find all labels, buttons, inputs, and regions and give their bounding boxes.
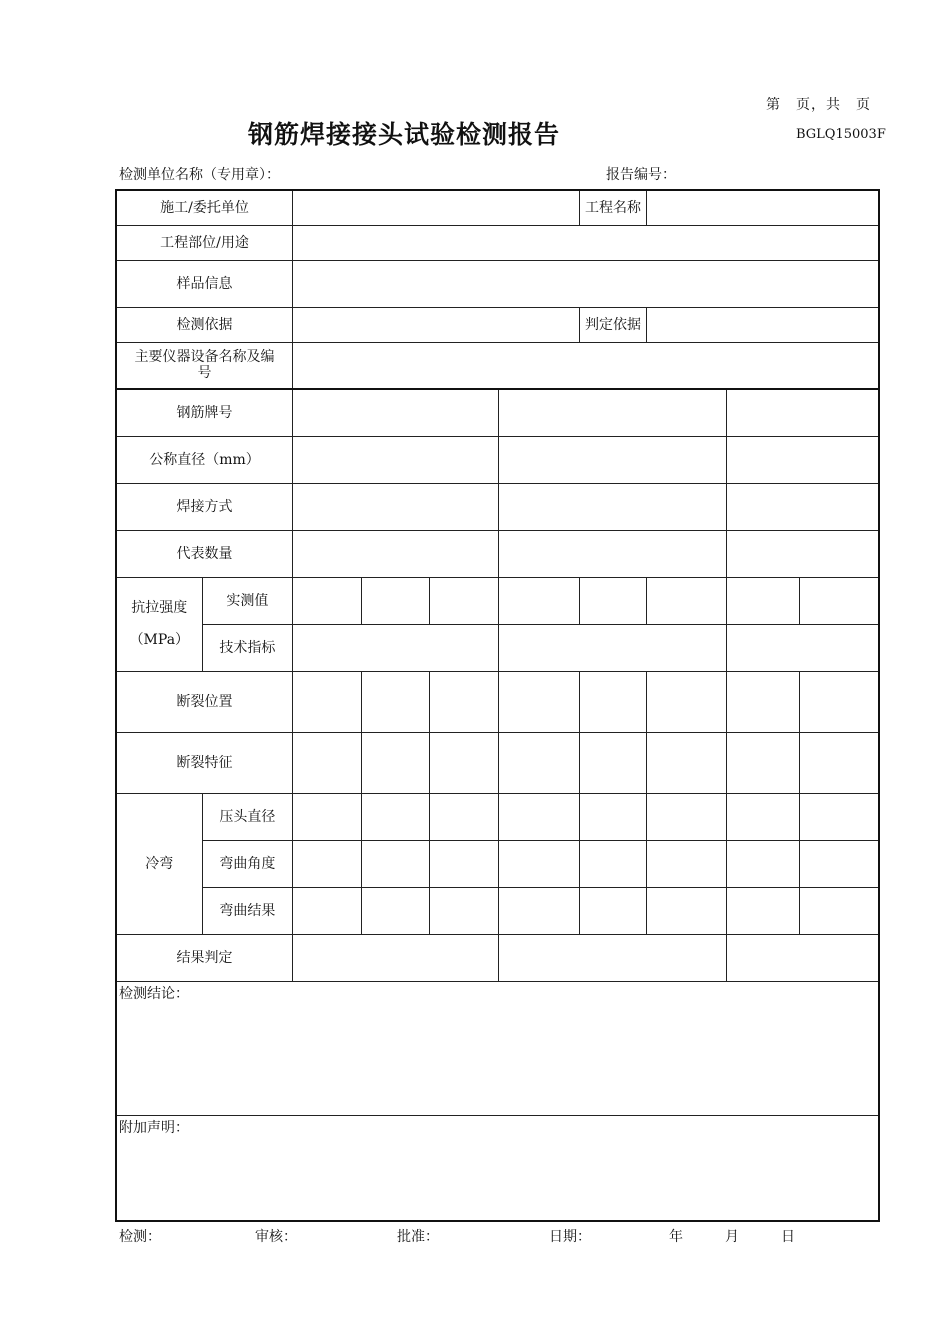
value-cell[interactable] xyxy=(361,732,430,793)
value-cell[interactable] xyxy=(430,671,499,732)
value-cell[interactable] xyxy=(799,577,879,624)
tensile-strength-text: 抗拉强度 xyxy=(131,600,188,616)
measured-value-label: 实测值 xyxy=(202,577,292,624)
value-cell[interactable] xyxy=(799,887,879,934)
tensile-unit-text: （MPa） xyxy=(129,632,190,648)
month-label: 月 xyxy=(725,1229,739,1245)
value-cell[interactable] xyxy=(579,793,647,840)
value-cell[interactable] xyxy=(293,887,362,934)
value-cell[interactable] xyxy=(430,732,499,793)
value-cell[interactable] xyxy=(647,671,727,732)
conclusion-section[interactable] xyxy=(116,981,879,1115)
value-cell[interactable] xyxy=(647,840,727,887)
value-cell[interactable] xyxy=(293,934,499,981)
value-cell[interactable] xyxy=(726,887,799,934)
value-cell[interactable] xyxy=(430,793,499,840)
judge-basis-value[interactable] xyxy=(647,307,879,342)
value-cell[interactable] xyxy=(799,671,879,732)
value-cell[interactable] xyxy=(499,624,727,671)
test-basis-value[interactable] xyxy=(293,307,580,342)
value-cell[interactable] xyxy=(499,530,727,577)
page-count: 第 页，共 页 xyxy=(766,97,871,113)
value-cell[interactable] xyxy=(361,887,430,934)
value-cell[interactable] xyxy=(726,840,799,887)
report-title: 钢筋焊接接头试验检测报告 xyxy=(248,120,561,149)
report-form-table xyxy=(115,189,880,1222)
test-basis-label: 检测依据 xyxy=(116,307,293,342)
value-cell[interactable] xyxy=(293,793,362,840)
value-cell[interactable] xyxy=(361,577,430,624)
value-cell[interactable] xyxy=(799,840,879,887)
value-cell[interactable] xyxy=(361,671,430,732)
value-cell[interactable] xyxy=(293,577,362,624)
value-cell[interactable] xyxy=(647,577,727,624)
judge-basis-label: 判定依据 xyxy=(579,307,647,342)
value-cell[interactable] xyxy=(499,577,580,624)
day-label: 日 xyxy=(781,1229,795,1245)
value-cell[interactable] xyxy=(499,840,580,887)
cold-bend-label: 冷弯 xyxy=(116,793,202,934)
steel-grade-label: 钢筋牌号 xyxy=(116,389,293,436)
quantity-label: 代表数量 xyxy=(116,530,293,577)
value-cell[interactable] xyxy=(647,793,727,840)
tensile-strength-label xyxy=(116,577,202,671)
testing-unit-label: 检测单位名称（专用章）： xyxy=(119,167,280,183)
value-cell[interactable] xyxy=(726,436,879,483)
project-name-value[interactable] xyxy=(647,190,879,225)
instruments-label: 主要仪器设备名称及编号 xyxy=(116,342,293,389)
value-cell[interactable] xyxy=(361,793,430,840)
value-cell[interactable] xyxy=(499,793,580,840)
value-cell[interactable] xyxy=(499,436,727,483)
value-cell[interactable] xyxy=(499,671,580,732)
value-cell[interactable] xyxy=(726,389,879,436)
value-cell[interactable] xyxy=(579,732,647,793)
sample-info-label: 样品信息 xyxy=(116,260,293,307)
value-cell[interactable] xyxy=(499,732,580,793)
sample-info-value[interactable] xyxy=(293,260,879,307)
value-cell[interactable] xyxy=(799,732,879,793)
value-cell[interactable] xyxy=(293,624,499,671)
value-cell[interactable] xyxy=(293,840,362,887)
value-cell[interactable] xyxy=(726,793,799,840)
value-cell[interactable] xyxy=(726,732,799,793)
conclusion-label: 检测结论： xyxy=(119,985,189,1002)
value-cell[interactable] xyxy=(726,671,799,732)
year-label: 年 xyxy=(669,1229,683,1245)
value-cell[interactable] xyxy=(293,732,362,793)
value-cell[interactable] xyxy=(430,840,499,887)
value-cell[interactable] xyxy=(647,732,727,793)
report-number-label: 报告编号： xyxy=(606,167,676,183)
part-use-label: 工程部位/用途 xyxy=(116,225,293,260)
part-use-value[interactable] xyxy=(293,225,879,260)
value-cell[interactable] xyxy=(293,389,499,436)
value-cell[interactable] xyxy=(293,530,499,577)
technical-spec-label: 技术指标 xyxy=(202,624,292,671)
statement-section[interactable] xyxy=(116,1115,879,1221)
value-cell[interactable] xyxy=(726,530,879,577)
value-cell[interactable] xyxy=(499,483,727,530)
value-cell[interactable] xyxy=(579,577,647,624)
weld-method-label: 焊接方式 xyxy=(116,483,293,530)
fracture-position-label: 断裂位置 xyxy=(116,671,293,732)
value-cell[interactable] xyxy=(726,934,879,981)
statement-label: 附加声明： xyxy=(119,1119,189,1136)
reviewer-label: 审核： xyxy=(255,1229,297,1245)
date-label: 日期： xyxy=(549,1229,591,1245)
result-judgement-label: 结果判定 xyxy=(116,934,293,981)
bend-result-label: 弯曲结果 xyxy=(202,887,292,934)
value-cell[interactable] xyxy=(430,887,499,934)
value-cell[interactable] xyxy=(499,887,580,934)
value-cell[interactable] xyxy=(579,887,647,934)
value-cell[interactable] xyxy=(726,577,799,624)
value-cell[interactable] xyxy=(361,840,430,887)
value-cell[interactable] xyxy=(293,483,499,530)
nominal-diameter-label: 公称直径（mm） xyxy=(116,436,293,483)
value-cell[interactable] xyxy=(726,624,879,671)
form-code: BGLQ15003F xyxy=(796,127,886,142)
tester-label: 检测： xyxy=(119,1229,161,1245)
value-cell[interactable] xyxy=(499,934,727,981)
value-cell[interactable] xyxy=(799,793,879,840)
client-label: 施工/委托单位 xyxy=(116,190,293,225)
project-name-label: 工程名称 xyxy=(579,190,647,225)
value-cell[interactable] xyxy=(647,887,727,934)
value-cell[interactable] xyxy=(499,389,727,436)
fracture-feature-label: 断裂特征 xyxy=(116,732,293,793)
instruments-value[interactable] xyxy=(293,342,879,389)
value-cell[interactable] xyxy=(430,577,499,624)
value-cell[interactable] xyxy=(293,671,362,732)
value-cell[interactable] xyxy=(726,483,879,530)
approver-label: 批准： xyxy=(397,1229,439,1245)
client-value[interactable] xyxy=(293,190,580,225)
value-cell[interactable] xyxy=(293,436,499,483)
mandrel-diameter-label: 压头直径 xyxy=(202,793,292,840)
value-cell[interactable] xyxy=(579,671,647,732)
bend-angle-label: 弯曲角度 xyxy=(202,840,292,887)
value-cell[interactable] xyxy=(579,840,647,887)
